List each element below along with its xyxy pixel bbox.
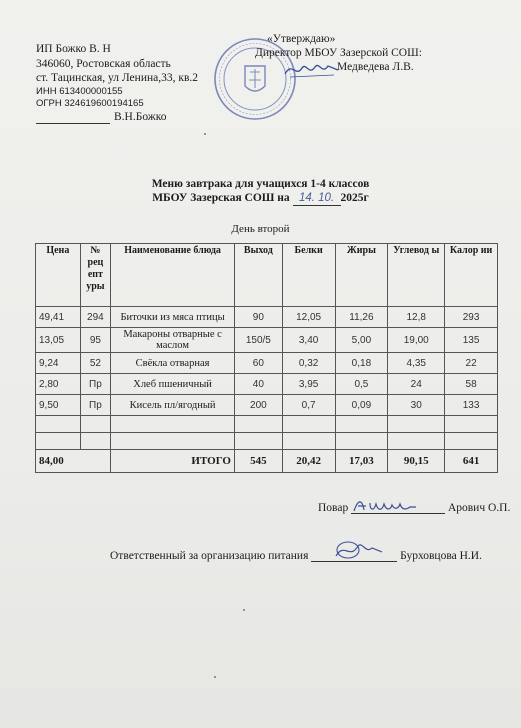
menu-title: Меню завтрака для учащихся 1-4 классов xyxy=(151,178,370,190)
supplier-address-2: ст. Тацинская, ул Ленина,33, кв.2 xyxy=(36,72,198,84)
empty-cell xyxy=(111,433,235,450)
total-output: 545 xyxy=(235,450,283,473)
cell-price: 9,24 xyxy=(36,353,81,374)
table-row xyxy=(36,395,498,416)
empty-cell xyxy=(388,433,445,450)
cell-name: Свёкла отварная xyxy=(111,353,235,374)
supplier-address-1: 346060, Ростовская область xyxy=(36,57,171,70)
cell-protein: 3,95 xyxy=(282,374,335,395)
menu-subtitle xyxy=(0,191,521,206)
cell-recipe: Пр xyxy=(80,374,110,395)
empty-cell xyxy=(235,433,283,450)
col-name: Наименование блюда xyxy=(111,244,235,307)
cell-carbs: 30 xyxy=(388,395,445,416)
total-price: 84,00 xyxy=(36,450,111,473)
table-row-empty xyxy=(36,416,498,433)
cell-carbs: 4,35 xyxy=(388,353,445,374)
menu-date: 14. 10. xyxy=(293,191,341,206)
empty-cell xyxy=(80,433,110,450)
approval-heading: «Утверждаю» xyxy=(267,33,336,45)
cook-name: Арович О.П. xyxy=(447,502,511,514)
cell-kcal: 22 xyxy=(445,353,498,374)
signature-line xyxy=(36,112,110,124)
cell-recipe: 52 xyxy=(80,353,110,374)
total-carbs: 90,15 xyxy=(388,450,445,473)
col-price: Цена xyxy=(36,244,81,307)
supplier-signature-row xyxy=(36,110,198,125)
table-row xyxy=(36,307,498,328)
cook-signature xyxy=(350,495,420,517)
cell-output: 60 xyxy=(235,353,283,374)
table-total-row xyxy=(36,450,498,473)
empty-cell xyxy=(282,433,335,450)
table-row-empty xyxy=(36,433,498,450)
empty-cell xyxy=(335,433,388,450)
supplier-block xyxy=(36,42,198,124)
col-output: Выход xyxy=(235,244,283,307)
table-header-row xyxy=(36,244,498,307)
col-fat: Жиры xyxy=(335,244,388,307)
cell-price: 9,50 xyxy=(36,395,81,416)
col-recipe: № рец епт уры xyxy=(80,244,110,307)
col-protein: Белки xyxy=(282,244,335,307)
col-kcal: Калор ии xyxy=(445,244,498,307)
empty-cell xyxy=(36,433,81,450)
cell-name: Макароны отварные с маслом xyxy=(111,328,235,353)
responsible-signature-row xyxy=(110,548,482,562)
school-name: МБОУ Зазерская СОШ на xyxy=(152,192,290,204)
cell-protein: 12,05 xyxy=(282,307,335,328)
cell-protein: 0,32 xyxy=(282,353,335,374)
empty-cell xyxy=(111,416,235,433)
cell-output: 40 xyxy=(235,374,283,395)
empty-cell xyxy=(335,416,388,433)
table-row xyxy=(36,374,498,395)
cell-name: Хлеб пшеничный xyxy=(111,374,235,395)
empty-cell xyxy=(445,433,498,450)
cell-recipe: 95 xyxy=(80,328,110,353)
cell-output: 90 xyxy=(235,307,283,328)
table-row xyxy=(36,353,498,374)
cell-output: 150/5 xyxy=(235,328,283,353)
empty-cell xyxy=(36,416,81,433)
cell-output: 200 xyxy=(235,395,283,416)
total-kcal: 641 xyxy=(445,450,498,473)
cell-name: Биточки из мяса птицы xyxy=(111,307,235,328)
empty-cell xyxy=(282,416,335,433)
supplier-signer: В.Н.Божко xyxy=(114,110,167,123)
responsible-signature xyxy=(330,538,386,562)
responsible-label: Ответственный за организацию питания xyxy=(110,550,309,562)
cell-fat: 0,5 xyxy=(335,374,388,395)
responsible-name: Бурховцова Н.И. xyxy=(400,550,482,562)
approver-position: Директор МБОУ Зазерской СОШ: xyxy=(255,47,422,59)
total-label: ИТОГО xyxy=(111,450,235,473)
speck xyxy=(204,133,206,135)
supplier-inn: ИНН 613400000155 xyxy=(36,85,123,97)
director-signature xyxy=(282,58,342,80)
cell-kcal: 135 xyxy=(445,328,498,353)
speck xyxy=(243,609,245,611)
speck xyxy=(214,676,216,678)
cell-kcal: 293 xyxy=(445,307,498,328)
menu-year: 2025г xyxy=(340,192,369,204)
total-fat: 17,03 xyxy=(335,450,388,473)
cell-price: 49,41 xyxy=(36,307,81,328)
table-row xyxy=(36,328,498,353)
day-label: День второй xyxy=(231,223,290,235)
empty-cell xyxy=(388,416,445,433)
approver-name: Медведева Л.В. xyxy=(337,61,414,73)
cell-fat: 0,09 xyxy=(335,395,388,416)
cook-label: Повар xyxy=(318,502,349,514)
cell-carbs: 12,8 xyxy=(388,307,445,328)
empty-cell xyxy=(445,416,498,433)
empty-cell xyxy=(80,416,110,433)
col-carbs: Углевод ы xyxy=(388,244,445,307)
cell-fat: 5,00 xyxy=(335,328,388,353)
cell-carbs: 19,00 xyxy=(388,328,445,353)
cell-protein: 0,7 xyxy=(282,395,335,416)
empty-cell xyxy=(235,416,283,433)
cell-kcal: 133 xyxy=(445,395,498,416)
cell-carbs: 24 xyxy=(388,374,445,395)
supplier-ogrn: ОГРН 324619600194165 xyxy=(36,97,144,109)
cell-protein: 3,40 xyxy=(282,328,335,353)
supplier-org: ИП Божко В. Н xyxy=(36,43,111,55)
cell-name: Кисель пл/ягодный xyxy=(111,395,235,416)
menu-table xyxy=(35,243,498,473)
cell-kcal: 58 xyxy=(445,374,498,395)
cell-fat: 11,26 xyxy=(335,307,388,328)
cell-recipe: Пр xyxy=(80,395,110,416)
cell-price: 13,05 xyxy=(36,328,81,353)
cell-price: 2,80 xyxy=(36,374,81,395)
cell-fat: 0,18 xyxy=(335,353,388,374)
total-protein: 20,42 xyxy=(282,450,335,473)
cell-recipe: 294 xyxy=(80,307,110,328)
